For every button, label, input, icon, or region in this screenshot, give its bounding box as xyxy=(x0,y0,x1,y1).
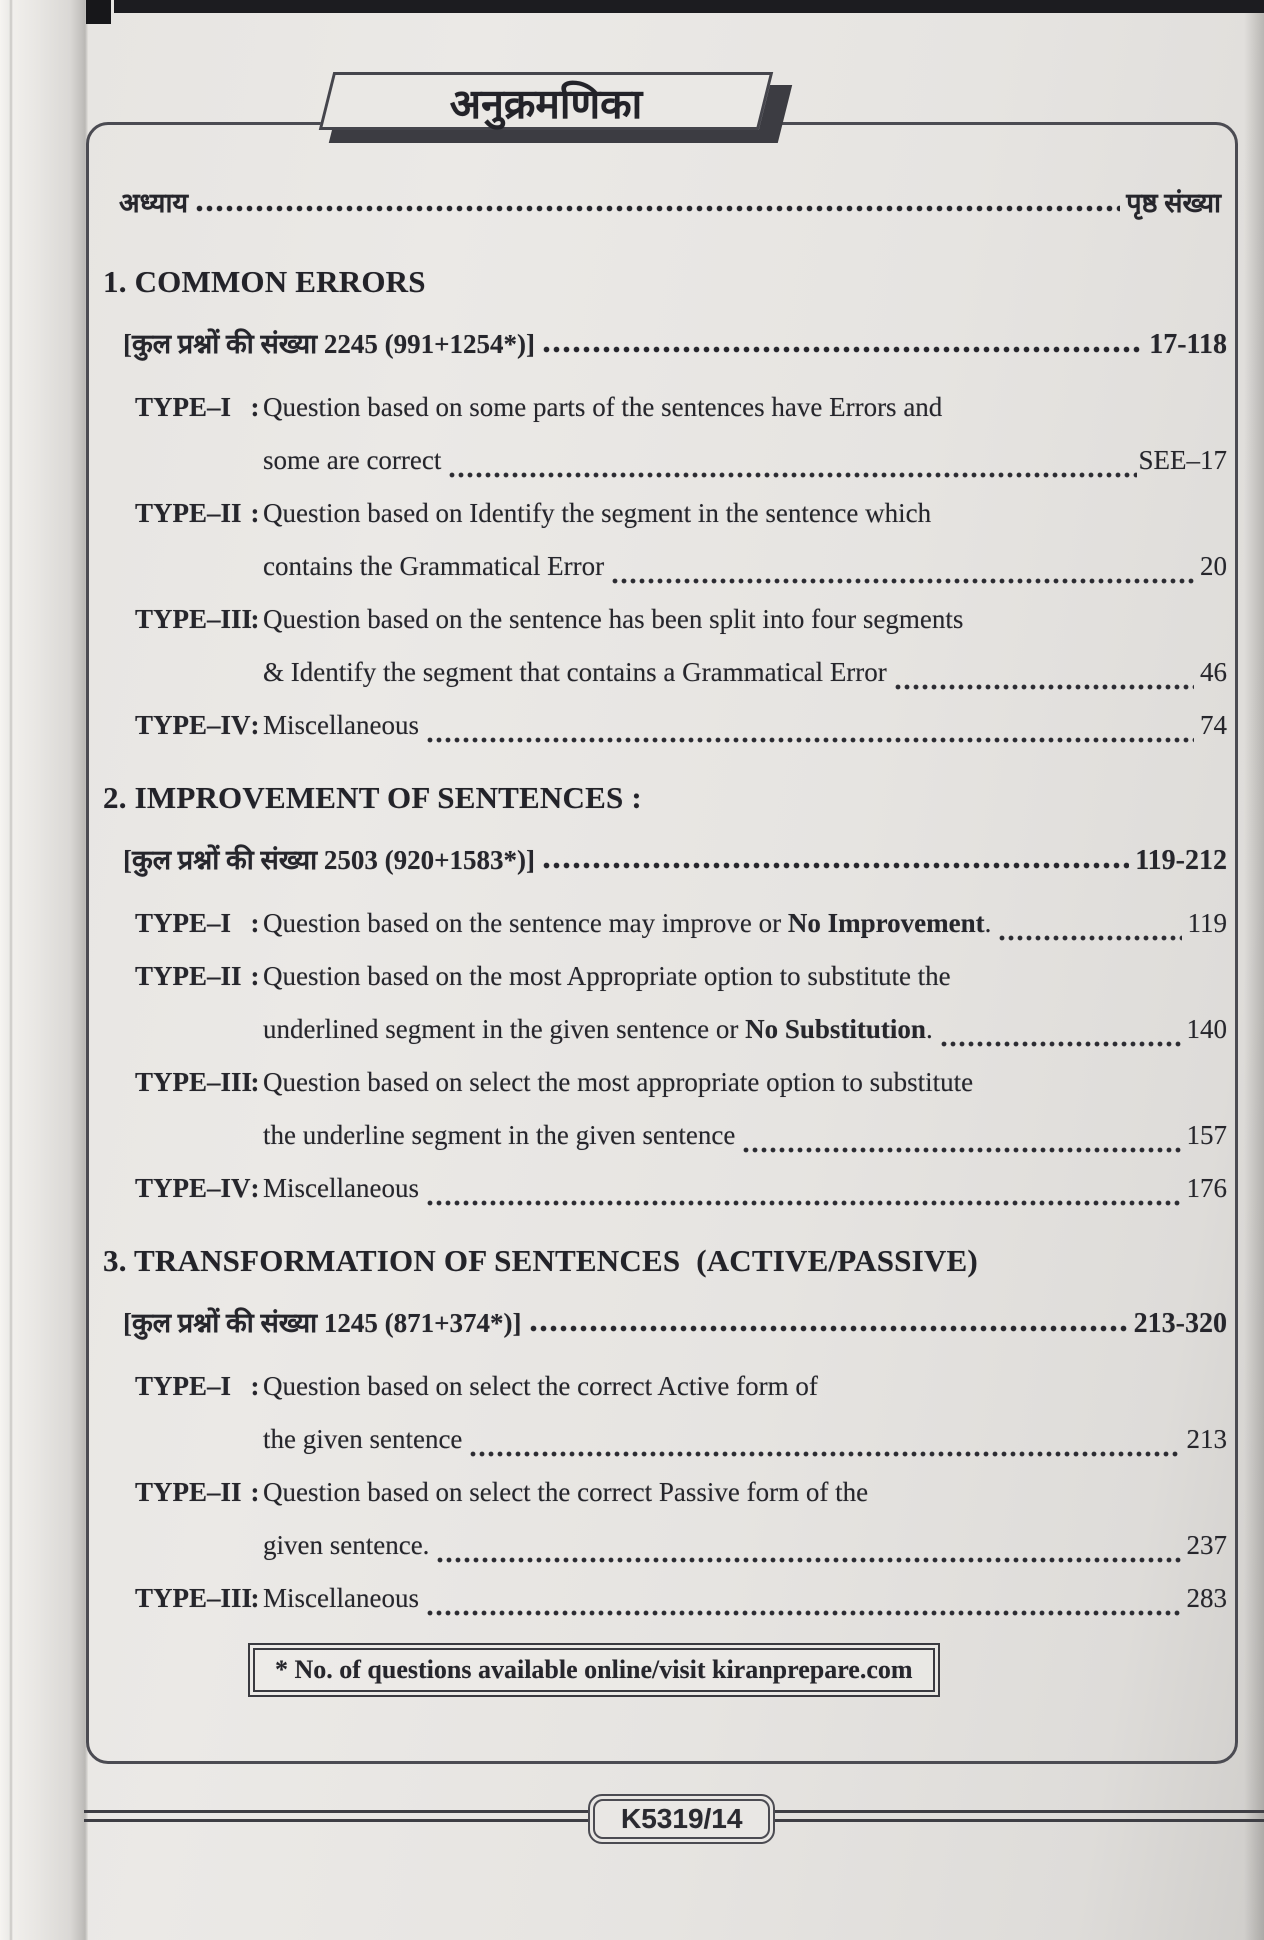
entry-colon: : xyxy=(250,498,260,528)
entry-type-label: TYPE–III xyxy=(135,1583,253,1613)
print-code: K5319/14 xyxy=(593,1799,770,1839)
dot-leader xyxy=(449,472,1137,478)
entry-last-line xyxy=(263,540,1227,593)
entry-line: Miscellaneous xyxy=(263,710,419,740)
entry-text xyxy=(263,699,1227,752)
dot-leader xyxy=(543,862,1129,869)
entry-last-line xyxy=(263,1003,1227,1056)
question-count-text: [कुल प्रश्नों की संख्या 1245 (871+374*)] xyxy=(123,1308,522,1338)
entry-line: Question based on the most Appropriate option to substitute the xyxy=(263,961,951,991)
online-note-box xyxy=(248,1643,940,1697)
toc-header xyxy=(119,183,1221,220)
entry-colon: : xyxy=(250,710,260,740)
dot-leader xyxy=(895,684,1194,690)
top-edge-mark xyxy=(86,0,111,24)
entry-page-number: 20 xyxy=(1200,551,1227,581)
entry-line: underlined segment in the given sentence or No Substitution. xyxy=(263,1014,933,1044)
entry-page-number: 213 xyxy=(1186,1424,1227,1454)
toc-entry xyxy=(103,593,1227,699)
section-transformation-of-sentences xyxy=(103,1243,1227,1625)
book-page-edge xyxy=(0,0,88,1940)
page-title: अनुक्रमणिका xyxy=(449,81,643,127)
entry-last-line xyxy=(263,1162,1227,1215)
entry-page-number: 46 xyxy=(1200,657,1227,687)
entry-type-label: TYPE–III xyxy=(135,604,253,634)
entry-line: Question based on select the correct Active form of xyxy=(263,1371,818,1401)
entry-page-number: 283 xyxy=(1186,1583,1227,1613)
section-stats-row xyxy=(123,324,1227,361)
entry-line: Question based on select the most appropriate option to substitute xyxy=(263,1067,974,1097)
entry-last-line xyxy=(263,1519,1227,1572)
entry-page-number: 157 xyxy=(1186,1120,1227,1150)
entry-text xyxy=(263,1162,1227,1215)
section-page-range: 17-118 xyxy=(1149,329,1227,360)
chapter-column-label: अध्याय xyxy=(119,188,189,218)
entry-last-line xyxy=(263,646,1227,699)
dot-leader xyxy=(743,1147,1180,1153)
toc-entry xyxy=(103,699,1227,752)
entry-page-number: 140 xyxy=(1186,1014,1227,1044)
entry-text xyxy=(263,593,1227,699)
top-edge-bar xyxy=(114,0,1264,13)
entry-page-number: SEE–17 xyxy=(1138,445,1227,475)
entry-type-label: TYPE–II xyxy=(135,961,242,991)
section-heading: 1. COMMON ERRORS xyxy=(103,264,426,299)
question-count-text: [कुल प्रश्नों की संख्या 2503 (920+1583*)] xyxy=(123,845,536,875)
entry-line: contains the Grammatical Error xyxy=(263,551,605,581)
entry-last-line xyxy=(263,699,1227,752)
toc-entry xyxy=(103,1572,1227,1625)
entry-line: Question based on Identify the segment in the sentence which xyxy=(263,498,932,528)
dot-leader xyxy=(437,1557,1180,1563)
entry-line: & Identify the segment that contains a Grammatical Error xyxy=(263,657,887,687)
entry-line: Question based on select the correct Passive form of the xyxy=(263,1477,869,1507)
entry-line: the underline segment in the given sentence xyxy=(263,1120,736,1150)
dot-leader xyxy=(196,205,1120,212)
title-banner xyxy=(326,72,766,130)
entry-colon: : xyxy=(250,1477,260,1507)
dot-leader xyxy=(427,737,1194,743)
dot-leader xyxy=(612,578,1194,584)
entry-text xyxy=(263,487,1227,593)
entry-line: the given sentence xyxy=(263,1424,463,1454)
right-edge-shadow xyxy=(1244,0,1264,1940)
entry-last-line xyxy=(263,1572,1227,1625)
entry-type-label: TYPE–I xyxy=(135,1371,232,1401)
entry-text xyxy=(263,1056,1227,1162)
entry-colon: : xyxy=(250,908,260,938)
entry-text xyxy=(263,897,1227,950)
entry-line: Miscellaneous xyxy=(263,1173,419,1203)
toc-entry xyxy=(103,487,1227,593)
section-entries xyxy=(103,897,1227,1215)
dot-leader xyxy=(543,346,1143,353)
entry-line: Question based on the sentence has been split into four segments xyxy=(263,604,964,634)
entry-page-number: 237 xyxy=(1186,1530,1227,1560)
entry-colon: : xyxy=(250,1371,260,1401)
toc-entry xyxy=(103,1466,1227,1572)
section-stats-row xyxy=(123,1303,1227,1340)
online-note-text: * No. of questions available online/visit kiranprepare.com xyxy=(253,1648,935,1692)
entry-type-label: TYPE–IV xyxy=(135,1173,251,1203)
entry-bold-phrase: No Improvement xyxy=(787,908,985,938)
content-border-box xyxy=(86,122,1238,1764)
toc-entry xyxy=(103,897,1227,950)
page-number-column-label: पृष्ठ संख्या xyxy=(1126,188,1221,218)
toc-entry xyxy=(103,950,1227,1056)
entry-last-line xyxy=(263,434,1227,487)
entry-colon: : xyxy=(250,1173,260,1203)
entry-line: Question based on the sentence may improve or No Improvement. xyxy=(263,908,992,938)
section-entries xyxy=(103,1360,1227,1625)
section-common-errors xyxy=(103,264,1227,752)
entry-line: given sentence. xyxy=(263,1530,430,1560)
entry-type-label: TYPE–II xyxy=(135,1477,242,1507)
toc-entry xyxy=(103,1162,1227,1215)
dot-leader xyxy=(427,1200,1181,1206)
entry-last-line xyxy=(263,897,1227,950)
entry-line: Miscellaneous xyxy=(263,1583,419,1613)
section-improvement-of-sentences xyxy=(103,780,1227,1215)
dot-leader xyxy=(999,935,1181,941)
entry-colon: : xyxy=(250,604,260,634)
entry-page-number: 74 xyxy=(1200,710,1227,740)
question-count-text: [कुल प्रश्नों की संख्या 2245 (991+1254*)] xyxy=(123,329,536,359)
print-code-box xyxy=(588,1794,775,1844)
section-entries xyxy=(103,381,1227,752)
dot-leader xyxy=(941,1041,1181,1047)
dot-leader xyxy=(427,1610,1181,1616)
dot-leader xyxy=(470,1451,1180,1457)
entry-line: Question based on some parts of the sentences have Errors and xyxy=(263,392,943,422)
entry-text xyxy=(263,1360,1227,1466)
entry-colon: : xyxy=(250,392,260,422)
toc-entry xyxy=(103,1056,1227,1162)
entry-line: some are correct xyxy=(263,445,442,475)
section-page-range: 213-320 xyxy=(1133,1308,1227,1339)
entry-page-number: 119 xyxy=(1187,908,1227,938)
entry-colon: : xyxy=(250,961,260,991)
entry-last-line xyxy=(263,1413,1227,1466)
section-stats-row xyxy=(123,840,1227,877)
entry-text xyxy=(263,1466,1227,1572)
entry-colon: : xyxy=(250,1583,260,1613)
section-page-range: 119-212 xyxy=(1135,845,1227,876)
toc-entry xyxy=(103,1360,1227,1466)
section-heading: 2. IMPROVEMENT OF SENTENCES : xyxy=(103,780,642,815)
entry-bold-phrase: No Substitution xyxy=(745,1014,926,1044)
entry-type-label: TYPE–IV xyxy=(135,710,251,740)
entry-type-label: TYPE–II xyxy=(135,498,242,528)
entry-text xyxy=(263,950,1227,1056)
entry-text xyxy=(263,381,1227,487)
toc-entry xyxy=(103,381,1227,487)
dot-leader xyxy=(530,1325,1128,1332)
entry-type-label: TYPE–I xyxy=(135,908,232,938)
entry-text xyxy=(263,1572,1227,1625)
entry-type-label: TYPE–III xyxy=(135,1067,253,1097)
entry-type-label: TYPE–I xyxy=(135,392,232,422)
entry-last-line xyxy=(263,1109,1227,1162)
entry-page-number: 176 xyxy=(1186,1173,1227,1203)
entry-colon: : xyxy=(250,1067,260,1097)
section-heading: 3. TRANSFORMATION OF SENTENCES (ACTIVE/PASSIVE) xyxy=(103,1243,978,1278)
